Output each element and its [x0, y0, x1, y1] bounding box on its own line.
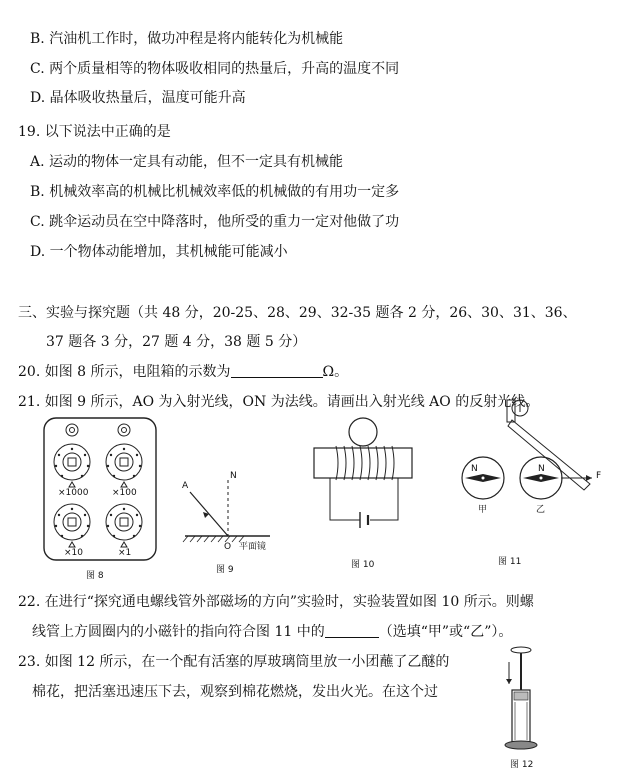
- q19-stem: 19. 以下说法中正确的是: [18, 124, 171, 140]
- section3-title-line2: 37 题各 3 分，27 题 4 分，38 题 5 分）: [46, 334, 307, 350]
- fig9-caption: 图 9: [216, 565, 234, 575]
- q18-option-c: C. 两个质量相等的物体吸收相同的热量后，升高的温度不同: [30, 61, 400, 77]
- fig11-label-f: F: [596, 471, 602, 481]
- q20-answer-blank[interactable]: [231, 363, 323, 378]
- q21-question: 21. 如图 9 所示，AO 为入射光线，ON 为法线。请画出入射光线 AO 的反射光线。: [18, 394, 540, 410]
- q20-text: 20. 如图 8 所示，电阻箱的示数为: [18, 364, 231, 380]
- fig9-label-a: A: [182, 481, 189, 491]
- fig11-caption: 图 11: [498, 557, 522, 567]
- fig11-label-yi: 乙: [536, 505, 546, 515]
- q18-option-b: B. 汽油机工作时，做功冲程是将内能转化为机械能: [30, 31, 344, 47]
- q22-line2: [32, 623, 512, 641]
- fig11-needle-n-yi: N: [538, 464, 545, 474]
- q22-line1: 22. 在进行“探究通电螺线管外部磁场的方向”实验时，实验装置如图 10 所示。则螺: [18, 594, 534, 610]
- q19-option-d: D. 一个物体动能增加，其机械能可能减小: [30, 244, 288, 260]
- q19-option-b: B. 机械效率高的机械比机械效率低的机械做的有用功一定多: [30, 184, 400, 200]
- q18-option-d: D. 晶体吸收热量后，温度可能升高: [30, 90, 246, 106]
- q20-question: [18, 363, 348, 381]
- fig9-label-n: N: [230, 471, 237, 481]
- fig12-caption: 图 12: [510, 760, 534, 770]
- fig9-label-o: O: [224, 542, 232, 552]
- fig8-dial-label-1000: ×1000: [58, 488, 89, 498]
- fig10-caption: 图 10: [351, 560, 375, 570]
- section3-title-line1: 三、实验与探究题（共 48 分，20-25、28、29、32-35 题各 2 分，26、30、31、36、: [18, 305, 577, 321]
- fig8-dial-label-1: ×1: [118, 548, 132, 558]
- fig11-label-jia: 甲: [478, 505, 488, 515]
- fig8-dial-label-100: ×100: [112, 488, 137, 498]
- q19-option-a: A. 运动的物体一定具有动能，但不一定具有机械能: [30, 154, 344, 170]
- q22-line2-a: 线管上方圆圈内的小磁针的指向符合图 11 中的: [32, 624, 325, 640]
- q19-option-c: C. 跳伞运动员在空中降落时，他所受的重力一定对他做了功: [30, 214, 400, 230]
- q23-line1: 23. 如图 12 所示，在一个配有活塞的厚玻璃筒里放一小团蘸了乙醚的: [18, 654, 450, 670]
- fig8-dial-label-10: ×10: [64, 548, 83, 558]
- fig11-needle-n-jia: N: [471, 464, 478, 474]
- q22-answer-blank[interactable]: [325, 623, 379, 638]
- fig8-caption: 图 8: [86, 571, 104, 581]
- fig9-mirror-label: 平面镜: [239, 542, 267, 552]
- q22-line2-b: （选填“甲”或“乙”）。: [378, 624, 513, 640]
- q23-line2: 棉花，把活塞迅速压下去，观察到棉花燃烧，发出火光。在这个过: [32, 684, 438, 700]
- q20-unit: Ω。: [322, 364, 349, 380]
